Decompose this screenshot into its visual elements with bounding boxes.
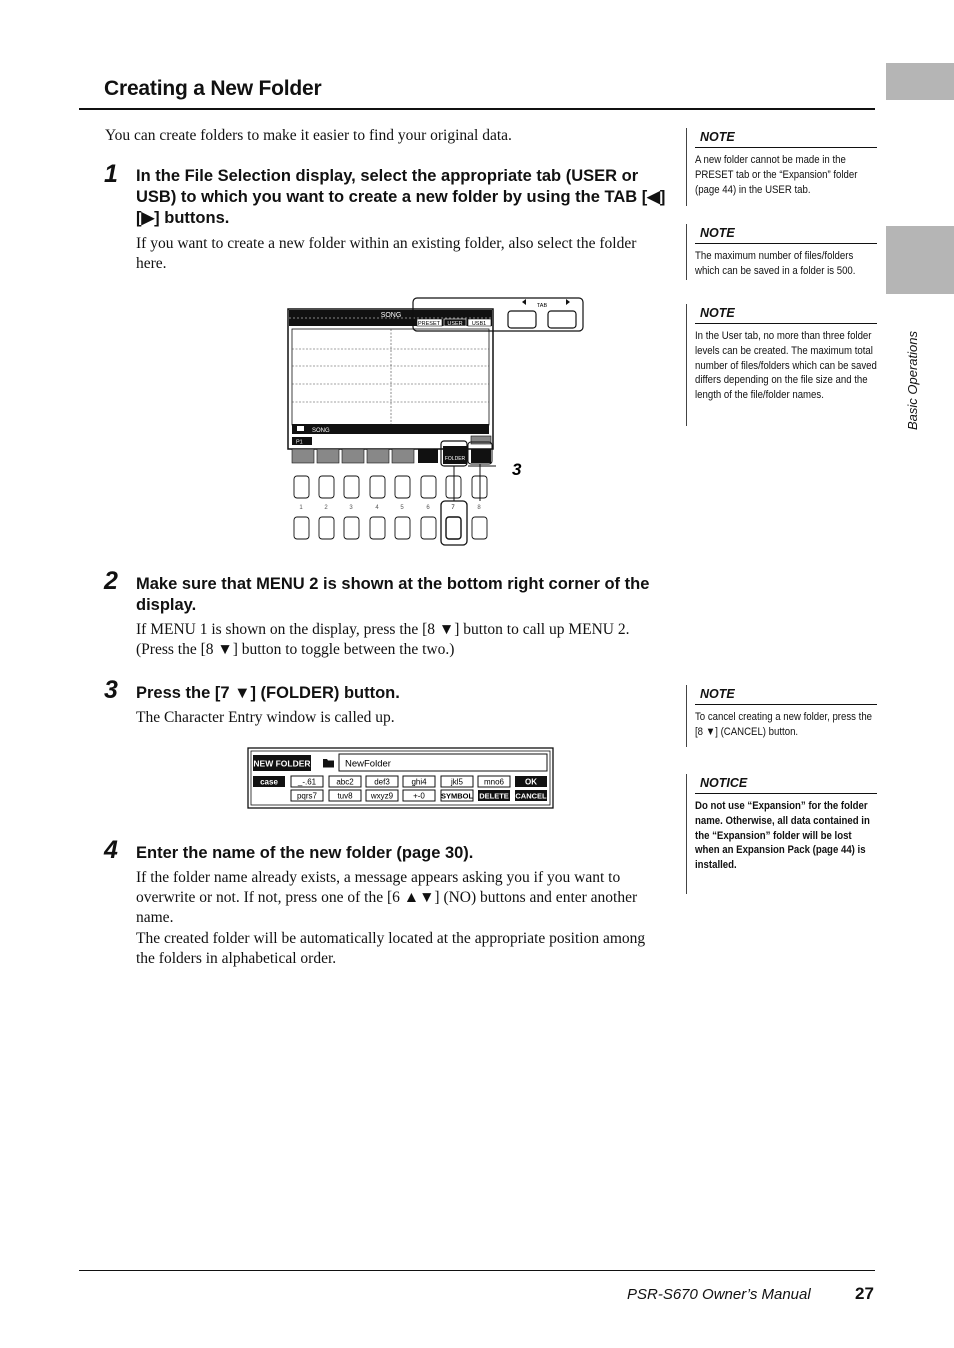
key-9: wxyz9 bbox=[370, 791, 394, 801]
side-tab-label-wrap bbox=[905, 331, 923, 560]
step-1-body: If you want to create a new folder within an existing folder, also select the folder here. bbox=[136, 235, 637, 272]
step-1-number: 1 bbox=[104, 160, 118, 188]
intro-text: You can create folders to make it easier to find your original data. bbox=[105, 127, 512, 144]
tab-buttons-label: TAB bbox=[536, 303, 548, 309]
key-4: ghi4 bbox=[411, 777, 427, 787]
note-3-label: NOTE bbox=[695, 304, 877, 324]
note-1-label: NOTE bbox=[695, 128, 877, 148]
note-2-label: NOTE bbox=[695, 224, 877, 244]
step-2-number: 2 bbox=[104, 567, 118, 595]
button-number-3: 3 bbox=[349, 505, 353, 511]
step-4-body-2: The created folder will be automatically located at the appropriate position among the folders in alphabetical order. bbox=[136, 930, 646, 967]
side-tab-upper bbox=[886, 63, 954, 100]
key-8: tuv8 bbox=[337, 791, 353, 801]
callout-3: 3 bbox=[512, 460, 522, 479]
page-number: 27 bbox=[855, 1284, 874, 1303]
button-number-2: 2 bbox=[324, 505, 328, 511]
note-4 bbox=[686, 685, 877, 747]
key-6: mno6 bbox=[483, 777, 505, 787]
step-4-number: 4 bbox=[104, 836, 118, 864]
tab-user: USER bbox=[447, 321, 463, 327]
key-2: abc2 bbox=[336, 777, 354, 787]
note-3-text: In the User tab, no more than three folder levels can be created. The maximum total number of files/folders which can be saved differs depending on the file size and the length of the file/folder names. bbox=[695, 330, 877, 402]
button-number-1: 1 bbox=[299, 505, 303, 511]
note-3 bbox=[686, 304, 877, 426]
page-label: P1 bbox=[296, 439, 303, 446]
key-cancel: CANCEL bbox=[515, 791, 547, 801]
note-4-label: NOTE bbox=[695, 685, 877, 705]
file-selection-figure bbox=[286, 296, 586, 546]
note-2 bbox=[686, 224, 877, 280]
note-4-text: To cancel creating a new folder, press the [8 ▼] (CANCEL) button. bbox=[695, 711, 873, 738]
step-3-heading: Press the [7 ▼] (FOLDER) button. bbox=[136, 684, 400, 702]
footer-rule bbox=[79, 1270, 875, 1271]
key-5: jkl5 bbox=[450, 777, 464, 787]
manual-title: PSR-S670 Owner’s Manual bbox=[627, 1286, 811, 1303]
notice bbox=[686, 774, 877, 894]
note-1-text: A new folder cannot be made in the PRESET tab or the “Expansion” folder (page 44) in the USER tab. bbox=[695, 154, 858, 196]
title-rule bbox=[79, 108, 875, 110]
note-1 bbox=[686, 128, 877, 206]
button-number-8: 8 bbox=[477, 505, 481, 511]
tab-preset: PRESET bbox=[417, 321, 441, 327]
step-2-body: If MENU 1 is shown on the display, press the [8 ▼] button to call up MENU 2. (Press the [8 ▼] button to toggle between the two.) bbox=[136, 621, 630, 658]
button-number-5: 5 bbox=[400, 505, 404, 511]
button-number-6: 6 bbox=[426, 505, 430, 511]
side-tab-current bbox=[886, 226, 954, 294]
step-3-body: The Character Entry window is called up. bbox=[136, 709, 395, 726]
step-2-heading: Make sure that MENU 2 is shown at the bottom right corner of the display. bbox=[136, 575, 650, 614]
section-title: Creating a New Folder bbox=[104, 77, 322, 100]
character-entry-figure bbox=[247, 747, 555, 809]
folder-name-field: NewFolder bbox=[345, 758, 391, 770]
step-4-body: If the folder name already exists, a message appears asking you if you want to overwrite or not. If not, press one of the [6 ▲▼] (NO) buttons and enter another name. bbox=[136, 869, 638, 926]
key-ok: OK bbox=[525, 777, 537, 787]
side-tab-label: Basic Operations bbox=[905, 331, 920, 430]
key-case: case bbox=[260, 777, 278, 787]
step-4-heading: Enter the name of the new folder (page 30). bbox=[136, 844, 474, 862]
notice-text: Do not use “Expansion” for the folder name. Otherwise, all data contained in the “Expansion” folder will be lost when an Expansion Pack (page 44) is installed. bbox=[695, 800, 870, 872]
key-0: +-0 bbox=[413, 791, 425, 801]
new-folder-title: NEW FOLDER bbox=[253, 758, 311, 769]
folder-button-label: FOLDER bbox=[444, 456, 466, 462]
step-3-number: 3 bbox=[104, 676, 118, 704]
screen-title: SONG bbox=[380, 312, 402, 319]
step-1-heading: In the File Selection display, select the appropriate tab (USER or USB) to which you want to create a new folder by using the TAB [◀][▶] buttons. bbox=[136, 167, 666, 227]
button-number-4: 4 bbox=[375, 505, 379, 511]
key-7: pqrs7 bbox=[296, 791, 318, 801]
tab-usb: USB1 bbox=[471, 321, 487, 327]
key-3: def3 bbox=[374, 777, 390, 787]
key-1: _-.61 bbox=[297, 777, 317, 787]
note-2-text: The maximum number of files/folders which can be saved in a folder is 500. bbox=[695, 250, 856, 277]
key-delete: DELETE bbox=[479, 791, 509, 801]
button-number-7: 7 bbox=[451, 505, 455, 511]
key-symbol: SYMBOL bbox=[440, 791, 474, 801]
notice-label: NOTICE bbox=[695, 774, 877, 794]
folder-row-label: SONG bbox=[312, 428, 330, 434]
